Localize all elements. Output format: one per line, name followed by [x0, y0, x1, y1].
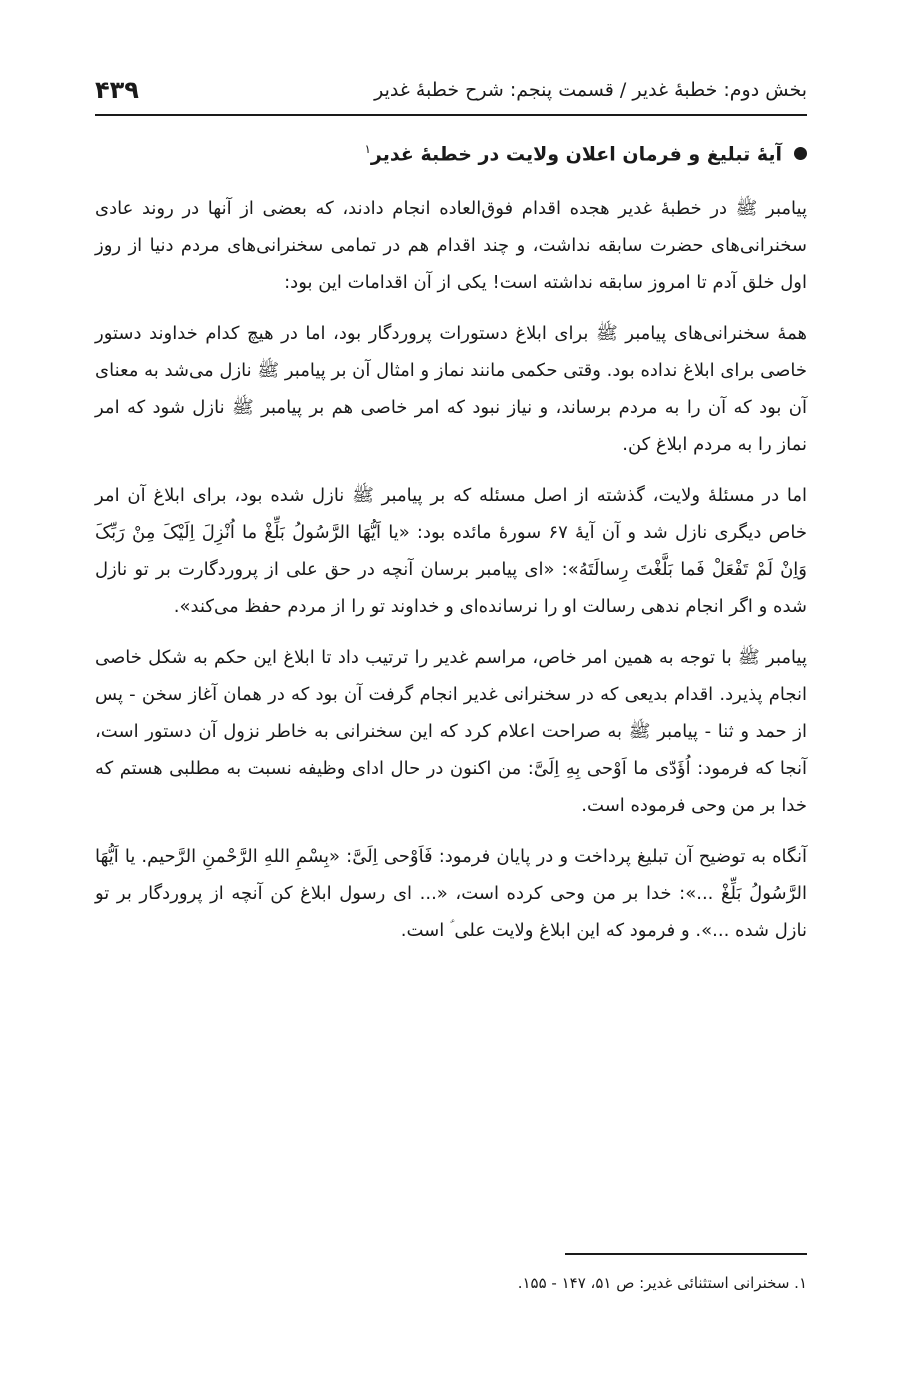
- page-number: ۴۳۹: [95, 76, 139, 104]
- section-title-text: آیهٔ تبلیغ و فرمان اعلان ولایت در خطبهٔ غدیر: [370, 143, 782, 166]
- footnote: ۱. سخنرانی استثنائی غدیر: ص ۵۱، ۱۴۷ - ۱۵۵.: [517, 1274, 807, 1292]
- paragraph: پیامبر ﷺ با توجه به همین امر خاص، مراسم غدیر را ترتیب داد تا ابلاغ این حکم به شکل خاصی انجام پذیرد. اقدام بدیعی که در سخنرانی غدیر انجام گرفت آن بود که در همان آغاز سخن - پس از حمد و ثنا - پیامبر ﷺ به صراحت اعلام کرد که این سخنرانی به خاطر نزول آن دستور است، آنجا که فرمود: اُؤَدّی ما اَوْحی بِهِ اِلَیَّ: من اکنون در حال ادای وظیفه نسبت به مطلبی هستم که خدا بر من وحی فرموده است.: [95, 647, 807, 816]
- bullet-icon: [794, 147, 807, 160]
- paragraph: پیامبر ﷺ در خطبهٔ غدیر هجده اقدام فوق‌العاده انجام دادند، که بعضی از آنها در روند عادی سخنرانی‌های حضرت سابقه نداشت، و چند اقدام هم در تمامی سخنرانی‌های مردم دنیا از روز اول خلق آدم تا امروز سابقه نداشته است! یکی از آن اقدامات این بود:: [95, 198, 807, 293]
- footnote-marker[interactable]: ۱: [364, 142, 371, 156]
- footnote-rule: [565, 1253, 807, 1255]
- section-title: [364, 142, 782, 165]
- section-heading: [95, 142, 807, 165]
- body-text: [95, 190, 807, 949]
- paragraph: اما در مسئلهٔ ولایت، گذشته از اصل مسئله که بر پیامبر ﷺ نازل شده بود، برای ابلاغ آن امر خاص دیگری نازل شد و آن آیهٔ ۶۷ سورهٔ مائده بود: «یا اَیُّهَا الرَّسُولُ بَلِّغْ ما اُنْزِلَ اِلَیْکَ مِنْ رَبِّکَ وَاِنْ لَمْ تَفْعَلْ فَما بَلَّغْتَ رِسالَتَهُ»: «ای پیامبر برسان آنچه در حق علی از پروردگارت بر تو نازل شده و اگر انجام ندهی رسالت او را نرسانده‌ای و خداوند تو را از مردم حفظ می‌کند».: [95, 485, 807, 617]
- book-page: [95, 0, 807, 1390]
- page-header: [95, 70, 807, 110]
- paragraph: همهٔ سخنرانی‌های پیامبر ﷺ برای ابلاغ دستورات پروردگار بود، اما در هیچ کدام خداوند دستور خاصی برای ابلاغ نداده بود. وقتی حکمی مانند نماز و امثال آن بر پیامبر ﷺ نازل می‌شد به معنای آن بود که آن را به مردم برساند، و نیاز نبود که امر خاصی هم بر پیامبر ﷺ نازل شود که امر نماز را به مردم ابلاغ کن.: [95, 323, 807, 455]
- running-head: بخش دوم: خطبهٔ غدیر / قسمت پنجم: شرح خطبهٔ غدیر: [374, 79, 807, 101]
- header-rule: [95, 114, 807, 116]
- paragraph: آنگاه به توضیح آن تبلیغ پرداخت و در پایان فرمود: فَاَوْحی اِلَیَّ: «بِسْمِ اللهِ الرَّحْمنِ الرَّحیم. یا اَیُّهَا الرَّسُولُ بَلِّغْ ...»: خدا بر من وحی کرده است، «... ای رسول ابلاغ کن آنچه از پروردگار بر تو نازل شده ...». و فرمود که این ابلاغ ولایت علی ؑ است.: [95, 846, 807, 941]
